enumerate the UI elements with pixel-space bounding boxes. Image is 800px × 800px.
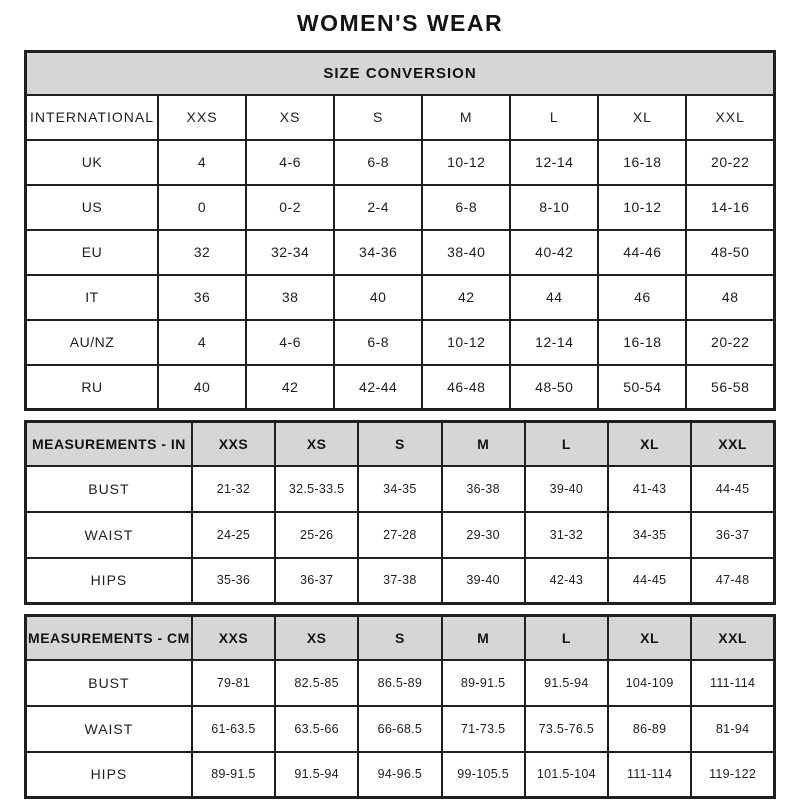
column-header-size: S — [334, 95, 422, 140]
table-cell: 20-22 — [686, 140, 774, 185]
row-label: HIPS — [26, 752, 192, 798]
table-cell: 37-38 — [358, 558, 441, 604]
table-cell: 8-10 — [510, 185, 598, 230]
table-row — [26, 275, 775, 320]
table-cell: 4-6 — [246, 140, 334, 185]
table-cell: 99-105.5 — [442, 752, 525, 798]
column-header-size: XXL — [691, 422, 774, 466]
table-cell: 36-37 — [275, 558, 358, 604]
column-header-size: XXL — [691, 616, 774, 660]
measurements-in-body — [26, 466, 775, 604]
table-cell: 35-36 — [192, 558, 275, 604]
row-label: WAIST — [26, 706, 192, 752]
table-row — [26, 320, 775, 365]
table-cell: 50-54 — [598, 365, 686, 410]
table-cell: 104-109 — [608, 660, 691, 706]
table-cell: 10-12 — [422, 140, 510, 185]
column-header-size: L — [525, 616, 608, 660]
table-cell: 46-48 — [422, 365, 510, 410]
table-row — [26, 466, 775, 512]
table-cell: 79-81 — [192, 660, 275, 706]
table-cell: 63.5-66 — [275, 706, 358, 752]
column-header-size: M — [422, 95, 510, 140]
table-cell: 4-6 — [246, 320, 334, 365]
table-cell: 44 — [510, 275, 598, 320]
table-cell: 47-48 — [691, 558, 774, 604]
table-cell: 12-14 — [510, 140, 598, 185]
table-header-row — [26, 95, 775, 140]
column-header-size: XS — [275, 422, 358, 466]
table-cell: 14-16 — [686, 185, 774, 230]
row-label: HIPS — [26, 558, 192, 604]
table-cell: 36-38 — [442, 466, 525, 512]
row-label: RU — [26, 365, 159, 410]
table-cell: 20-22 — [686, 320, 774, 365]
table-cell: 39-40 — [525, 466, 608, 512]
table-cell: 82.5-85 — [275, 660, 358, 706]
row-label: EU — [26, 230, 159, 275]
column-header-size: XS — [246, 95, 334, 140]
table-cell: 66-68.5 — [358, 706, 441, 752]
table-cell: 10-12 — [422, 320, 510, 365]
table-cell: 119-122 — [691, 752, 774, 798]
column-header-size: XXS — [192, 422, 275, 466]
table-cell: 48 — [686, 275, 774, 320]
table-cell: 48-50 — [686, 230, 774, 275]
size-conversion-table — [24, 50, 776, 411]
column-header-size: L — [510, 95, 598, 140]
table-cell: 6-8 — [334, 320, 422, 365]
table-cell: 86-89 — [608, 706, 691, 752]
column-header-size: XXS — [158, 95, 246, 140]
table-cell: 32.5-33.5 — [275, 466, 358, 512]
measurements-in-table — [24, 420, 776, 605]
row-label: US — [26, 185, 159, 230]
table-cell: 46 — [598, 275, 686, 320]
table-cell: 29-30 — [442, 512, 525, 558]
column-header-size: XL — [608, 616, 691, 660]
row-label: BUST — [26, 466, 192, 512]
measurements-cm-body — [26, 660, 775, 798]
table-cell: 6-8 — [334, 140, 422, 185]
table-cell: 94-96.5 — [358, 752, 441, 798]
table-cell: 91.5-94 — [275, 752, 358, 798]
table-title-row — [26, 52, 775, 95]
table-row — [26, 512, 775, 558]
row-label: AU/NZ — [26, 320, 159, 365]
table-cell: 32-34 — [246, 230, 334, 275]
table-cell: 42-44 — [334, 365, 422, 410]
page-title: WOMEN'S WEAR — [296, 10, 504, 36]
table-row — [26, 230, 775, 275]
table-cell: 89-91.5 — [442, 660, 525, 706]
table-cell: 10-12 — [598, 185, 686, 230]
table-cell: 4 — [158, 140, 246, 185]
table-cell: 25-26 — [275, 512, 358, 558]
table-cell: 111-114 — [691, 660, 774, 706]
table-cell: 40-42 — [510, 230, 598, 275]
table-header-row — [26, 422, 775, 466]
table-cell: 42 — [422, 275, 510, 320]
table-cell: 39-40 — [442, 558, 525, 604]
table-cell: 34-35 — [358, 466, 441, 512]
table-cell: 56-58 — [686, 365, 774, 410]
row-label: WAIST — [26, 512, 192, 558]
table-cell: 38 — [246, 275, 334, 320]
table-cell: 71-73.5 — [442, 706, 525, 752]
column-header-size: M — [442, 616, 525, 660]
row-label: UK — [26, 140, 159, 185]
measurements-in-title: MEASUREMENTS - IN — [26, 422, 192, 466]
table-cell: 0-2 — [246, 185, 334, 230]
column-header-size: L — [525, 422, 608, 466]
table-cell: 73.5-76.5 — [525, 706, 608, 752]
table-cell: 38-40 — [422, 230, 510, 275]
table-cell: 34-35 — [608, 512, 691, 558]
table-cell: 48-50 — [510, 365, 598, 410]
table-row — [26, 140, 775, 185]
table-cell: 36-37 — [691, 512, 774, 558]
table-cell: 89-91.5 — [192, 752, 275, 798]
column-header-international: INTERNATIONAL — [26, 95, 159, 140]
table-cell: 81-94 — [691, 706, 774, 752]
column-header-size: XL — [608, 422, 691, 466]
table-row — [26, 660, 775, 706]
table-row — [26, 185, 775, 230]
measurements-cm-title: MEASUREMENTS - CM — [26, 616, 192, 660]
table-cell: 86.5-89 — [358, 660, 441, 706]
table-cell: 16-18 — [598, 140, 686, 185]
table-cell: 44-45 — [608, 558, 691, 604]
table-cell: 6-8 — [422, 185, 510, 230]
table-cell: 0 — [158, 185, 246, 230]
column-header-size: S — [358, 422, 441, 466]
column-header-size: XS — [275, 616, 358, 660]
table-cell: 16-18 — [598, 320, 686, 365]
tables-container — [24, 50, 776, 799]
table-cell: 42-43 — [525, 558, 608, 604]
table-cell: 4 — [158, 320, 246, 365]
size-conversion-title: SIZE CONVERSION — [26, 52, 775, 95]
table-row — [26, 558, 775, 604]
table-cell: 40 — [158, 365, 246, 410]
row-label: BUST — [26, 660, 192, 706]
table-cell: 12-14 — [510, 320, 598, 365]
table-cell: 44-45 — [691, 466, 774, 512]
column-header-size: XXS — [192, 616, 275, 660]
table-cell: 36 — [158, 275, 246, 320]
table-cell: 111-114 — [608, 752, 691, 798]
table-cell: 42 — [246, 365, 334, 410]
table-cell: 24-25 — [192, 512, 275, 558]
table-cell: 34-36 — [334, 230, 422, 275]
table-cell: 91.5-94 — [525, 660, 608, 706]
column-header-size: XXL — [686, 95, 774, 140]
table-cell: 21-32 — [192, 466, 275, 512]
table-row — [26, 365, 775, 410]
table-cell: 41-43 — [608, 466, 691, 512]
table-cell: 40 — [334, 275, 422, 320]
table-cell: 44-46 — [598, 230, 686, 275]
table-cell: 32 — [158, 230, 246, 275]
size-conversion-body — [26, 140, 775, 410]
table-row — [26, 752, 775, 798]
table-cell: 101.5-104 — [525, 752, 608, 798]
table-row — [26, 706, 775, 752]
table-cell: 61-63.5 — [192, 706, 275, 752]
table-cell: 2-4 — [334, 185, 422, 230]
column-header-size: M — [442, 422, 525, 466]
row-label: IT — [26, 275, 159, 320]
table-cell: 31-32 — [525, 512, 608, 558]
column-header-size: XL — [598, 95, 686, 140]
table-cell: 27-28 — [358, 512, 441, 558]
table-header-row — [26, 616, 775, 660]
column-header-size: S — [358, 616, 441, 660]
measurements-cm-table — [24, 614, 776, 799]
